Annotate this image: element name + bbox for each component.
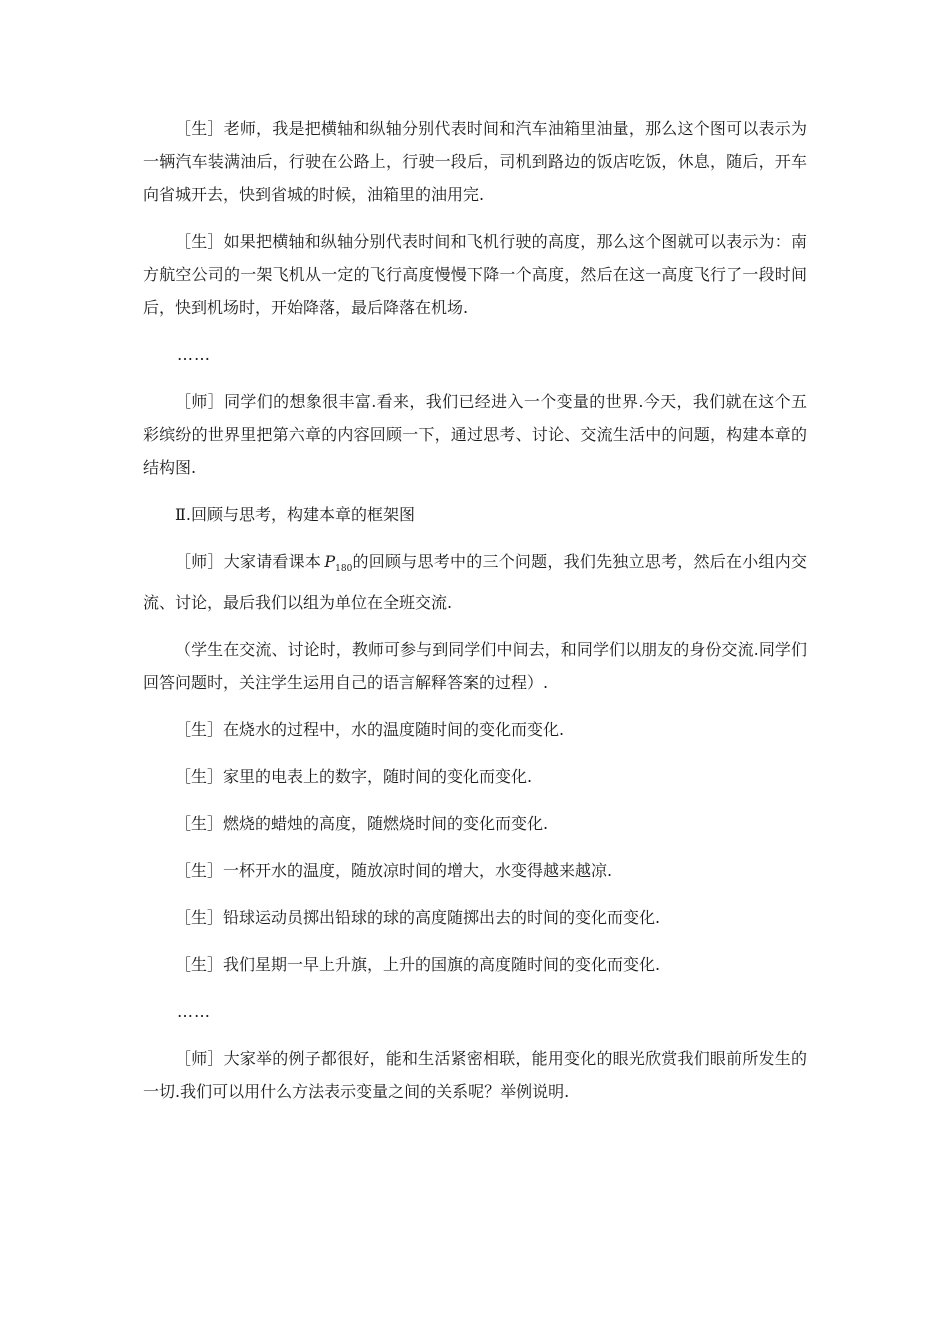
paragraph-text: 一杯开水的温度，随放凉时间的增大，水变得越来越凉. <box>223 861 613 881</box>
paragraph-text: 在烧水的过程中，水的温度随时间的变化而变化. <box>223 720 565 740</box>
paragraph-text: 同学们的想象很丰富.看来，我们已经进入一个变量的世界.今天，我们就在这个五彩缤纷的世界里把第六章的内容回顾一下，通过思考、讨论、交流生活中的问题，构建本章的结构图. <box>143 392 807 477</box>
speaker-label: ［生］ <box>175 232 224 251</box>
page-ref-letter: P <box>324 552 336 571</box>
paragraph-teacher-intro <box>143 385 807 484</box>
paragraph-student-example <box>143 713 807 746</box>
paragraph-teacher-summary <box>143 1042 807 1108</box>
paragraph-text: 我们星期一早上升旗，上升的国旗的高度随时间的变化而变化. <box>223 955 661 975</box>
paragraph-student-example <box>143 948 807 981</box>
paragraph-text: 如果把横轴和纵轴分别代表时间和飞机行驶的高度，那么这个图就可以表示为：南方航空公司的一架飞机从一定的飞行高度慢慢下降一个高度，然后在这一高度飞行了一段时间后，快到机场时，开始降落，最后降落在机场. <box>143 232 807 317</box>
speaker-label: ［生］ <box>175 720 224 740</box>
paragraph-text-before: 大家请看课本 <box>223 552 322 571</box>
speaker-label: ［生］ <box>175 814 224 834</box>
paragraph-text: 老师，我是把横轴和纵轴分别代表时间和汽车油箱里油量，那么这个图可以表示为一辆汽车装满油后，行驶在公路上，行驶一段后，司机到路边的饭店吃饭，休息，随后，开车向省城开去，快到省城的时候，油箱里的油用完. <box>143 119 807 204</box>
paragraph-text: 家里的电表上的数字，随时间的变化而变化. <box>223 767 533 787</box>
speaker-label: ［生］ <box>175 955 224 975</box>
paragraph-note: （学生在交流、讨论时，教师可参与到同学们中间去，和同学们以朋友的身份交流.同学们回答问题时，关注学生运用自己的语言解释答案的过程）. <box>143 640 807 693</box>
ellipsis: …… <box>177 345 211 364</box>
paragraph-text-after: 的回顾与思考中的三个问题，我们先独立思考，然后在小组内交流、讨论，最后我们以组为单位在全班交流. <box>143 552 807 613</box>
speaker-label: ［师］ <box>175 1049 224 1069</box>
speaker-label: ［生］ <box>175 861 224 881</box>
paragraph-student-example <box>143 901 807 934</box>
speaker-label: ［生］ <box>175 119 224 138</box>
paragraph-text: 铅球运动员掷出铅球的球的高度随掷出去的时间的变化而变化. <box>223 908 661 928</box>
document-body <box>143 112 807 1122</box>
speaker-label: ［师］ <box>175 392 225 411</box>
page-ref-number: 180 <box>335 564 353 575</box>
page-reference <box>324 552 353 575</box>
paragraph-student-fuel <box>143 112 807 211</box>
speaker-label: ［生］ <box>175 767 224 787</box>
paragraph-teacher-textbook <box>143 545 807 619</box>
section-heading: Ⅱ.回顾与思考，构建本章的框架图 <box>175 505 415 524</box>
paragraph-text: 大家举的例子都很好，能和生活紧密相联，能用变化的眼光欣赏我们眼前所发生的一切.我们可以用什么方法表示变量之间的关系呢？举例说明. <box>143 1049 807 1102</box>
speaker-label: ［师］ <box>175 552 224 571</box>
paragraph-student-plane <box>143 225 807 324</box>
paragraph-student-example <box>143 854 807 887</box>
paragraph-student-example <box>143 760 807 793</box>
paragraph-student-example <box>143 807 807 840</box>
paragraph-text: 燃烧的蜡烛的高度，随燃烧时间的变化而变化. <box>223 814 549 834</box>
ellipsis: …… <box>177 1002 211 1022</box>
speaker-label: ［生］ <box>175 908 224 928</box>
